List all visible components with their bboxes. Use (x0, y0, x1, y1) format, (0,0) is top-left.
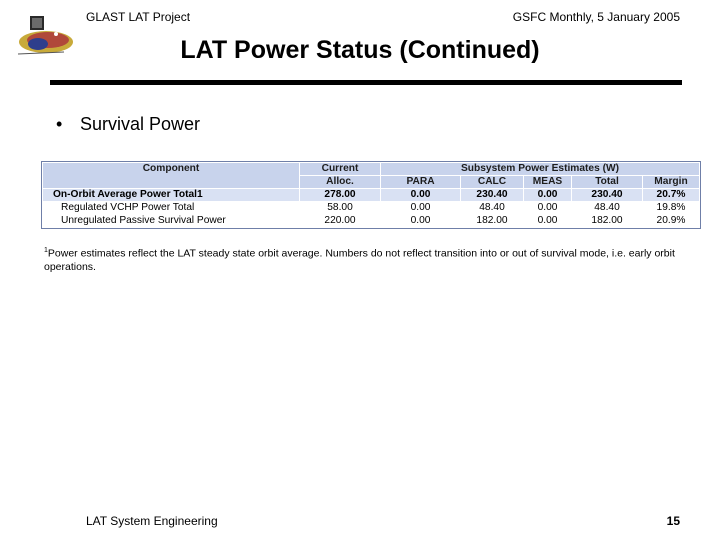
row-calc: 230.40 (461, 189, 524, 202)
table-header-row (43, 163, 700, 176)
header-margin: Margin (643, 176, 700, 189)
footnote (44, 244, 684, 274)
row-meas: 0.00 (524, 215, 572, 228)
row-calc: 48.40 (461, 202, 524, 215)
header-component: Component (43, 163, 300, 189)
row-para: 0.00 (381, 189, 461, 202)
row-component: Unregulated Passive Survival Power (43, 215, 300, 228)
row-calc: 182.00 (461, 215, 524, 228)
title-divider (50, 80, 682, 85)
meeting-date: GSFC Monthly, 5 January 2005 (512, 10, 680, 24)
row-para: 0.00 (381, 202, 461, 215)
row-alloc: 220.00 (300, 215, 381, 228)
table-row (43, 215, 700, 228)
page-number: 15 (666, 514, 680, 528)
row-margin: 20.9% (643, 215, 700, 228)
row-total: 230.40 (572, 189, 643, 202)
page-title: LAT Power Status (Continued) (180, 36, 540, 64)
row-meas: 0.00 (524, 189, 572, 202)
table-row (43, 202, 700, 215)
row-component: On-Orbit Average Power Total1 (43, 189, 300, 202)
project-name: GLAST LAT Project (86, 10, 191, 24)
table-row (43, 189, 700, 202)
bullet-text: Survival Power (80, 114, 201, 134)
row-alloc: 278.00 (300, 189, 381, 202)
row-para: 0.00 (381, 215, 461, 228)
row-meas: 0.00 (524, 202, 572, 215)
header-alloc: Alloc. (300, 176, 381, 189)
bullet-item (56, 114, 200, 135)
header-current: Current (300, 163, 381, 176)
header-subsystem-estimates: Subsystem Power Estimates (W) (381, 163, 700, 176)
row-margin: 20.7% (643, 189, 700, 202)
row-margin: 19.8% (643, 202, 700, 215)
bullet-dot-icon: • (56, 114, 63, 134)
footer-org: LAT System Engineering (86, 514, 218, 528)
header-calc: CALC (461, 176, 524, 189)
row-alloc: 58.00 (300, 202, 381, 215)
row-component: Regulated VCHP Power Total (43, 202, 300, 215)
header-meas: MEAS (524, 176, 572, 189)
row-total: 48.40 (572, 202, 643, 215)
header-total: Total (572, 176, 643, 189)
row-total: 182.00 (572, 215, 643, 228)
footnote-marker: 1 (44, 247, 48, 254)
footnote-text: Power estimates reflect the LAT steady state orbit average. Numbers do not reflect transition into or out of survival mode, i.e. early orbit operations. (44, 247, 675, 273)
power-table (42, 162, 700, 228)
header-para: PARA (381, 176, 461, 189)
